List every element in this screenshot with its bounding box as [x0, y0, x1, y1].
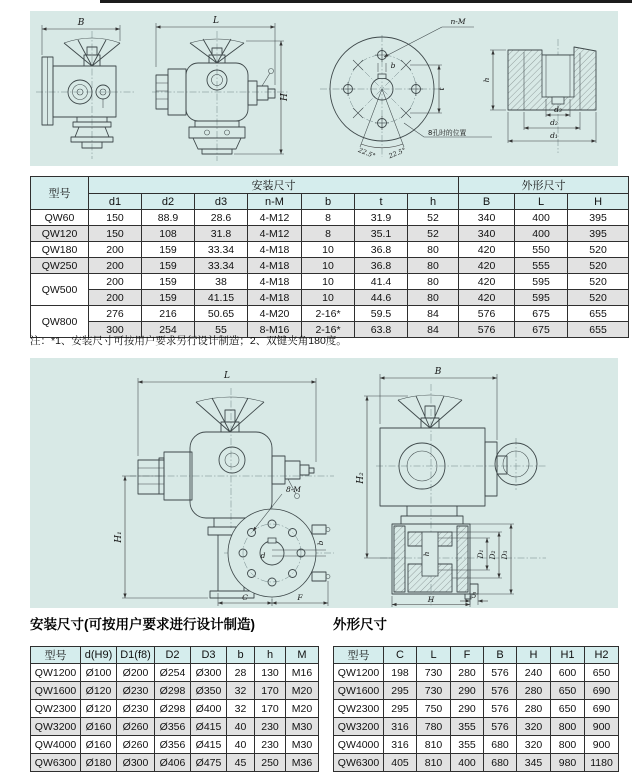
value-cell: 420 — [459, 274, 515, 290]
model-cell: QW60 — [31, 210, 89, 226]
dim-label-h-small: h — [422, 551, 431, 557]
table-row — [31, 290, 629, 306]
value-cell: 400 — [451, 754, 484, 772]
value-cell: 345 — [517, 754, 551, 772]
scan-edge-artifact — [100, 0, 632, 3]
column-header: 型号 — [334, 647, 384, 664]
model-cell: QW120 — [31, 226, 89, 242]
value-cell: Ø200 — [117, 664, 155, 682]
table-row — [31, 226, 629, 242]
value-cell: 655 — [568, 322, 629, 338]
value-cell: Ø160 — [81, 736, 117, 754]
header-row — [334, 647, 619, 664]
dim-label-d: d — [260, 551, 266, 560]
value-cell: Ø298 — [155, 682, 191, 700]
value-cell: 10 — [302, 242, 355, 258]
value-cell: 28 — [227, 664, 255, 682]
value-cell: M20 — [286, 682, 319, 700]
bottom-side-view — [114, 371, 334, 606]
top-front-view — [36, 18, 134, 159]
dim-label-h: h — [482, 77, 491, 83]
column-header: D3 — [191, 647, 227, 664]
value-cell: 576 — [484, 664, 517, 682]
dim-label-H2: H₂ — [356, 472, 366, 484]
value-cell: 520 — [568, 242, 629, 258]
value-cell: 230 — [255, 736, 286, 754]
value-cell: 4-M12 — [248, 210, 302, 226]
value-cell: 159 — [142, 258, 195, 274]
model-cell: QW6300 — [334, 754, 384, 772]
value-cell: 32 — [227, 682, 255, 700]
value-cell: 200 — [89, 242, 142, 258]
value-cell: 254 — [142, 322, 195, 338]
table-row — [31, 274, 629, 290]
table-row — [31, 242, 629, 258]
install-dimensions-table — [30, 646, 319, 772]
dim-label-t: t — [437, 87, 446, 91]
value-cell: 230 — [255, 718, 286, 736]
value-cell: 31.9 — [355, 210, 408, 226]
technical-drawing-bottom — [30, 358, 618, 608]
model-cell: QW4000 — [334, 736, 384, 754]
value-cell: 355 — [451, 736, 484, 754]
column-header: C — [384, 647, 417, 664]
column-header: h — [255, 647, 286, 664]
value-cell: Ø300 — [191, 664, 227, 682]
callout-label-8M: 8-M — [286, 485, 301, 494]
model-cell: QW1600 — [334, 682, 384, 700]
table-row — [31, 754, 319, 772]
value-cell: 555 — [515, 258, 568, 274]
model-cell: QW6300 — [31, 754, 81, 772]
column-header: M — [286, 647, 319, 664]
dim-label-F: F — [297, 593, 303, 602]
value-cell: 52 — [408, 226, 459, 242]
value-cell: 159 — [142, 290, 195, 306]
column-header: H — [568, 194, 629, 210]
column-header: 型号 — [31, 647, 81, 664]
value-cell: Ø356 — [155, 736, 191, 754]
header-row — [31, 647, 319, 664]
value-cell: 576 — [459, 306, 515, 322]
table-row — [31, 718, 319, 736]
dim-label-d3: d₃ — [554, 105, 562, 114]
callout-label-nM: n-M — [450, 17, 466, 26]
value-cell: Ø298 — [155, 700, 191, 718]
value-cell: 320 — [517, 718, 551, 736]
value-cell: 55 — [195, 322, 248, 338]
main-dimensions-table — [30, 176, 629, 338]
value-cell: Ø415 — [191, 718, 227, 736]
column-header: L — [515, 194, 568, 210]
model-cell: QW1600 — [31, 682, 81, 700]
value-cell: Ø400 — [191, 700, 227, 718]
model-cell: QW4000 — [31, 736, 81, 754]
value-cell: 4-M18 — [248, 242, 302, 258]
value-cell: 290 — [451, 700, 484, 718]
value-cell: Ø356 — [155, 718, 191, 736]
dim-label-C: C — [242, 593, 248, 602]
dim-label-H1: H₁ — [114, 531, 124, 543]
value-cell: 576 — [459, 322, 515, 338]
column-header: b — [302, 194, 355, 210]
value-cell: 280 — [451, 664, 484, 682]
value-cell: 80 — [408, 242, 459, 258]
subheader-row — [31, 194, 629, 210]
value-cell: 250 — [255, 754, 286, 772]
value-cell: 690 — [585, 700, 619, 718]
column-header-model: 型号 — [31, 177, 89, 210]
value-cell: 690 — [585, 682, 619, 700]
value-cell: 1180 — [585, 754, 619, 772]
value-cell: 240 — [517, 664, 551, 682]
value-cell: 595 — [515, 274, 568, 290]
model-cell: QW2300 — [334, 700, 384, 718]
value-cell: 8 — [302, 226, 355, 242]
value-cell: Ø180 — [81, 754, 117, 772]
value-cell: 130 — [255, 664, 286, 682]
value-cell: 316 — [384, 718, 417, 736]
value-cell: 8-M16 — [248, 322, 302, 338]
value-cell: Ø475 — [191, 754, 227, 772]
value-cell: 340 — [459, 210, 515, 226]
value-cell: 576 — [484, 682, 517, 700]
table-row — [31, 736, 319, 754]
value-cell: 150 — [89, 210, 142, 226]
value-cell: Ø260 — [117, 718, 155, 736]
value-cell: Ø160 — [81, 718, 117, 736]
column-header: b — [227, 647, 255, 664]
value-cell: 31.8 — [195, 226, 248, 242]
column-header: n-M — [248, 194, 302, 210]
dim-label-b: b — [390, 61, 396, 70]
dim-label-D3: D₃ — [500, 550, 509, 560]
value-cell: 680 — [484, 754, 517, 772]
value-cell: 159 — [142, 242, 195, 258]
value-cell: 576 — [484, 700, 517, 718]
value-cell: 750 — [417, 700, 451, 718]
value-cell: 4-M18 — [248, 290, 302, 306]
value-cell: 4-M18 — [248, 258, 302, 274]
value-cell: 200 — [89, 290, 142, 306]
value-cell: Ø300 — [117, 754, 155, 772]
dim-label-L: L — [213, 16, 219, 26]
column-header: d(H9) — [81, 647, 117, 664]
value-cell: 33.34 — [195, 242, 248, 258]
dim-label-d2: d₂ — [550, 118, 558, 127]
dim-label-b: b — [316, 540, 325, 546]
value-cell: 40 — [227, 718, 255, 736]
column-header: L — [417, 647, 451, 664]
dim-label-5: 5 — [471, 591, 477, 600]
value-cell: 600 — [551, 664, 585, 682]
value-cell: 36.8 — [355, 258, 408, 274]
value-cell: 2-16* — [302, 322, 355, 338]
model-cell: QW500 — [31, 274, 89, 306]
model-cell: QW1200 — [31, 664, 81, 682]
value-cell: 44.6 — [355, 290, 408, 306]
value-cell: 400 — [515, 226, 568, 242]
value-cell: 45 — [227, 754, 255, 772]
value-cell: 10 — [302, 258, 355, 274]
value-cell: 280 — [517, 700, 551, 718]
column-header: H — [517, 647, 551, 664]
dim-label-H: H — [280, 93, 290, 101]
bottom-front-view — [356, 367, 546, 607]
value-cell: 80 — [408, 274, 459, 290]
value-cell: 420 — [459, 242, 515, 258]
value-cell: 395 — [568, 226, 629, 242]
value-cell: 300 — [89, 322, 142, 338]
value-cell: 290 — [451, 682, 484, 700]
value-cell: 900 — [585, 718, 619, 736]
value-cell: 170 — [255, 682, 286, 700]
value-cell: 520 — [568, 274, 629, 290]
value-cell: Ø350 — [191, 682, 227, 700]
angle-label: 22.5° — [357, 146, 377, 161]
value-cell: 980 — [551, 754, 585, 772]
group-header-overall: 外形尺寸 — [459, 177, 629, 194]
technical-drawing-top — [30, 11, 618, 166]
value-cell: 550 — [515, 242, 568, 258]
dim-label-D2: D₂ — [488, 550, 497, 560]
column-header: F — [451, 647, 484, 664]
column-header: D2 — [155, 647, 191, 664]
value-cell: 80 — [408, 290, 459, 306]
value-cell: Ø120 — [81, 682, 117, 700]
value-cell: 28.6 — [195, 210, 248, 226]
value-cell: 730 — [417, 682, 451, 700]
value-cell: 59.5 — [355, 306, 408, 322]
value-cell: Ø254 — [155, 664, 191, 682]
dim-label-B: B — [434, 367, 442, 377]
value-cell: 730 — [417, 664, 451, 682]
header-row — [31, 177, 629, 194]
value-cell: 520 — [568, 290, 629, 306]
table-row — [334, 664, 619, 682]
value-cell: 150 — [89, 226, 142, 242]
dim-label-L: L — [224, 371, 230, 381]
value-cell: 88.9 — [142, 210, 195, 226]
value-cell: 4-M12 — [248, 226, 302, 242]
value-cell: M30 — [286, 736, 319, 754]
value-cell: 295 — [384, 700, 417, 718]
value-cell: 50.65 — [195, 306, 248, 322]
column-header: B — [459, 194, 515, 210]
value-cell: 420 — [459, 258, 515, 274]
overall-table-title: 外形尺寸 — [333, 617, 387, 632]
value-cell: 576 — [484, 718, 517, 736]
value-cell: 780 — [417, 718, 451, 736]
value-cell: 10 — [302, 290, 355, 306]
value-cell: 10 — [302, 274, 355, 290]
dim-label-B: B — [77, 18, 85, 28]
column-header: H1 — [551, 647, 585, 664]
top-section-view — [482, 39, 596, 153]
value-cell: 800 — [551, 736, 585, 754]
group-header-install: 安装尺寸 — [89, 177, 459, 194]
column-header: d3 — [195, 194, 248, 210]
value-cell: 198 — [384, 664, 417, 682]
value-cell: 340 — [459, 226, 515, 242]
value-cell: M36 — [286, 754, 319, 772]
table-row — [31, 664, 319, 682]
drawing-panel-top — [30, 11, 618, 166]
value-cell: 595 — [515, 290, 568, 306]
model-cell: QW3200 — [31, 718, 81, 736]
value-cell: 320 — [517, 736, 551, 754]
value-cell: 200 — [89, 274, 142, 290]
value-cell: 41.4 — [355, 274, 408, 290]
value-cell: 655 — [568, 306, 629, 322]
value-cell: 32 — [227, 700, 255, 718]
value-cell: 36.8 — [355, 242, 408, 258]
value-cell: 35.1 — [355, 226, 408, 242]
value-cell: 400 — [515, 210, 568, 226]
column-header: t — [355, 194, 408, 210]
angle-label: 22.5° — [387, 146, 407, 161]
value-cell: 675 — [515, 322, 568, 338]
model-cell: QW250 — [31, 258, 89, 274]
column-header: H2 — [585, 647, 619, 664]
column-header: d2 — [142, 194, 195, 210]
value-cell: M20 — [286, 700, 319, 718]
column-header: B — [484, 647, 517, 664]
value-cell: 40 — [227, 736, 255, 754]
value-cell: 276 — [89, 306, 142, 322]
value-cell: Ø120 — [81, 700, 117, 718]
value-cell: 4-M18 — [248, 274, 302, 290]
value-cell: 108 — [142, 226, 195, 242]
table-row — [334, 754, 619, 772]
table-row — [31, 306, 629, 322]
model-cell: QW3200 — [334, 718, 384, 736]
value-cell: M30 — [286, 718, 319, 736]
value-cell: 680 — [484, 736, 517, 754]
value-cell: 800 — [551, 718, 585, 736]
table-row — [334, 682, 619, 700]
value-cell: 810 — [417, 754, 451, 772]
value-cell: Ø406 — [155, 754, 191, 772]
value-cell: 650 — [585, 664, 619, 682]
value-cell: Ø100 — [81, 664, 117, 682]
value-cell: 38 — [195, 274, 248, 290]
value-cell: 84 — [408, 322, 459, 338]
value-cell: 520 — [568, 258, 629, 274]
table-row — [31, 700, 319, 718]
value-cell: 420 — [459, 290, 515, 306]
column-header: h — [408, 194, 459, 210]
value-cell: 675 — [515, 306, 568, 322]
top-side-view — [152, 16, 290, 161]
table-row — [31, 258, 629, 274]
value-cell: M16 — [286, 664, 319, 682]
value-cell: Ø230 — [117, 682, 155, 700]
footnote: 注：*1、安装尺寸可按用户要求另行设计制造；2、双键夹角180度。 — [30, 335, 347, 347]
value-cell: Ø260 — [117, 736, 155, 754]
dim-label-H: H — [427, 595, 435, 604]
value-cell: 650 — [551, 700, 585, 718]
dim-label-d1: d₁ — [550, 131, 558, 140]
table-row — [31, 210, 629, 226]
value-cell: 84 — [408, 306, 459, 322]
value-cell: 170 — [255, 700, 286, 718]
value-cell: Ø230 — [117, 700, 155, 718]
value-cell: 216 — [142, 306, 195, 322]
model-cell: QW800 — [31, 306, 89, 338]
value-cell: 395 — [568, 210, 629, 226]
value-cell: 8 — [302, 210, 355, 226]
value-cell: 63.8 — [355, 322, 408, 338]
value-cell: 4-M20 — [248, 306, 302, 322]
value-cell: 650 — [551, 682, 585, 700]
value-cell: 159 — [142, 274, 195, 290]
dim-label-D1: D₁ — [476, 549, 485, 559]
value-cell: 200 — [89, 258, 142, 274]
column-header: d1 — [89, 194, 142, 210]
value-cell: 80 — [408, 258, 459, 274]
value-cell: 295 — [384, 682, 417, 700]
install-table-title: 安装尺寸(可按用户要求进行设计制造) — [30, 617, 255, 632]
model-cell: QW180 — [31, 242, 89, 258]
drawing-panel-bottom — [30, 358, 618, 608]
value-cell: 33.34 — [195, 258, 248, 274]
table-row — [334, 718, 619, 736]
value-cell: 41.15 — [195, 290, 248, 306]
model-cell: QW1200 — [334, 664, 384, 682]
note-8holes: 8孔时的位置 — [428, 129, 467, 137]
column-header: D1(f8) — [117, 647, 155, 664]
value-cell: 316 — [384, 736, 417, 754]
value-cell: 900 — [585, 736, 619, 754]
value-cell: 355 — [451, 718, 484, 736]
table-row — [334, 700, 619, 718]
overall-dimensions-table — [333, 646, 619, 772]
value-cell: 810 — [417, 736, 451, 754]
value-cell: 52 — [408, 210, 459, 226]
value-cell: 405 — [384, 754, 417, 772]
table-row — [334, 736, 619, 754]
value-cell: 2-16* — [302, 306, 355, 322]
model-cell: QW2300 — [31, 700, 81, 718]
top-flange-view — [320, 17, 492, 161]
table-row — [31, 682, 319, 700]
value-cell: Ø415 — [191, 736, 227, 754]
value-cell: 280 — [517, 682, 551, 700]
